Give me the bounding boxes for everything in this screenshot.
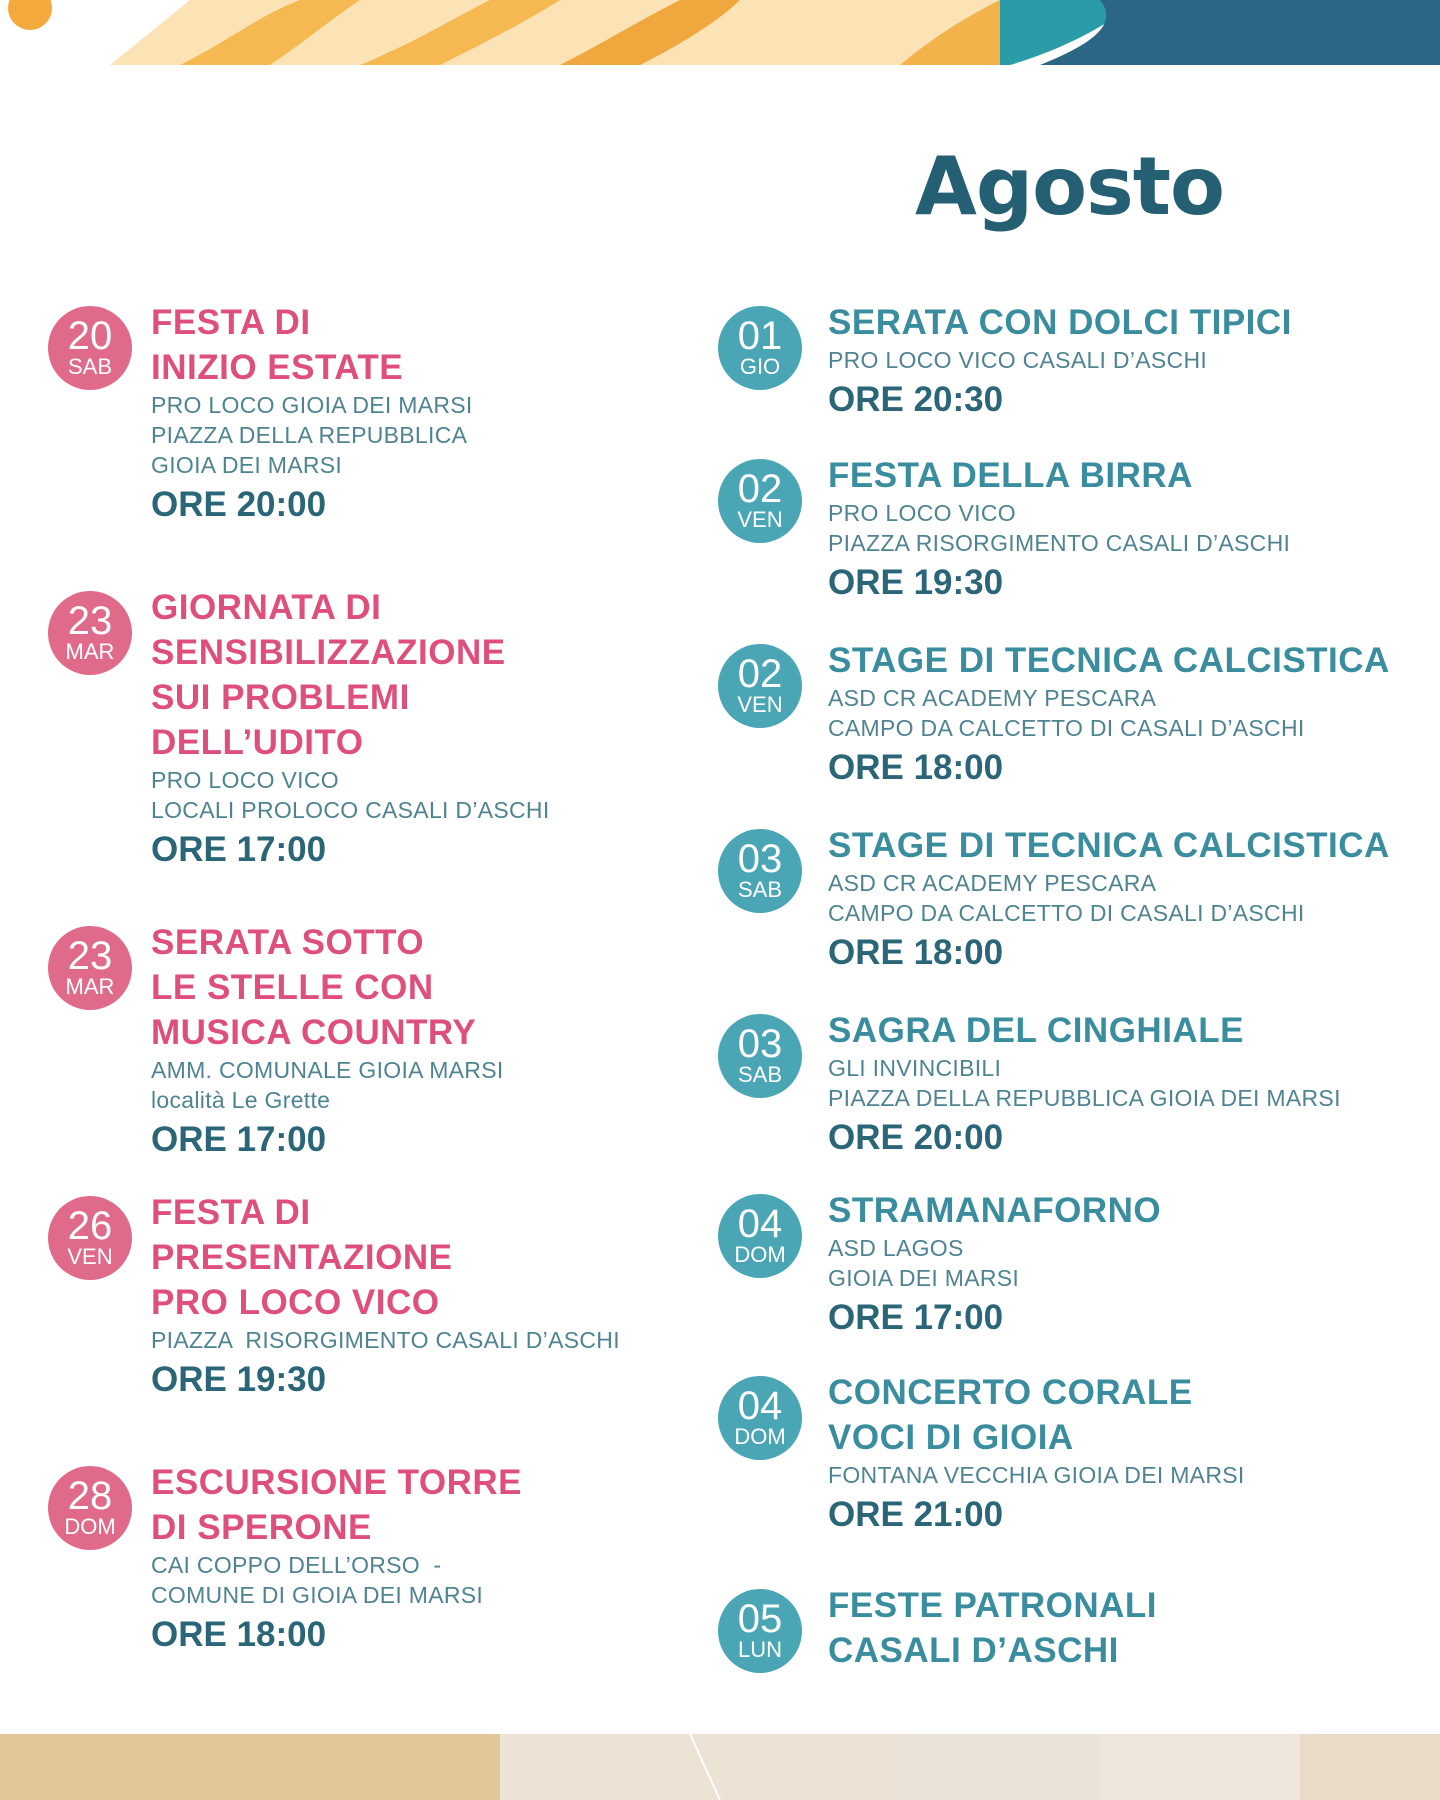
event-organizer-location: GLI INVINCIBILI bbox=[828, 1055, 1002, 1081]
event-organizer-location: LOCALI PROLOCO CASALI D’ASCHI bbox=[151, 797, 550, 823]
event-weekday: DOM bbox=[64, 1514, 116, 1539]
date-badge bbox=[48, 926, 132, 1010]
event-organizer-location: PIAZZA RISORGIMENTO CASALI D’ASCHI bbox=[151, 1327, 620, 1353]
event-day: 03 bbox=[737, 1022, 783, 1066]
event-title-line: SERATA CON DOLCI TIPICI bbox=[828, 303, 1292, 342]
event-title-line: SERATA SOTTO bbox=[151, 923, 425, 962]
event-time: ORE 18:00 bbox=[151, 1615, 327, 1654]
event-details bbox=[151, 1460, 691, 1658]
top-decorative-banner bbox=[0, 0, 1440, 65]
event-title-line: STAGE DI TECNICA CALCISTICA bbox=[828, 826, 1390, 865]
event-weekday: SAB bbox=[737, 1062, 783, 1087]
event-weekday: VEN bbox=[737, 507, 783, 532]
event-day: 20 bbox=[67, 314, 113, 358]
event-weekday: SAB bbox=[737, 877, 783, 902]
event-title-line: DI SPERONE bbox=[151, 1508, 372, 1547]
event-organizer-location: ASD CR ACADEMY PESCARA bbox=[828, 870, 1157, 896]
event-time: ORE 17:00 bbox=[151, 830, 327, 869]
event-title-line: PRO LOCO VICO bbox=[151, 1283, 440, 1322]
event-organizer-location: PIAZZA RISORGIMENTO CASALI D’ASCHI bbox=[828, 530, 1291, 556]
event-organizer-location: COMUNE DI GIOIA DEI MARSI bbox=[151, 1582, 484, 1608]
event-title-line: CONCERTO CORALE bbox=[828, 1373, 1193, 1412]
event-organizer-location: ASD LAGOS bbox=[828, 1235, 964, 1261]
event-time: ORE 20:00 bbox=[828, 1118, 1004, 1157]
event-day: 26 bbox=[67, 1204, 113, 1248]
event-title-line: FESTA DI bbox=[151, 303, 311, 342]
event-organizer-location: GIOIA DEI MARSI bbox=[828, 1265, 1020, 1291]
date-badge bbox=[718, 459, 802, 543]
event-title-line: INIZIO ESTATE bbox=[151, 348, 404, 387]
date-badge bbox=[48, 306, 132, 390]
event-organizer-location: PRO LOCO VICO bbox=[828, 500, 1016, 526]
event-day: 04 bbox=[737, 1384, 783, 1428]
event-organizer-location: PIAZZA DELLA REPUBBLICA GIOIA DEI MARSI bbox=[828, 1085, 1341, 1111]
event-time: ORE 20:30 bbox=[828, 380, 1004, 419]
event-details bbox=[151, 585, 691, 873]
event-time: ORE 17:00 bbox=[828, 1298, 1004, 1337]
event-title-line: SAGRA DEL CINGHIALE bbox=[828, 1011, 1244, 1050]
event-weekday: MAR bbox=[65, 639, 115, 664]
event-title-line: FESTE PATRONALI bbox=[828, 1586, 1157, 1625]
event-organizer-location: località Le Grette bbox=[151, 1087, 331, 1113]
event-organizer-location: PRO LOCO GIOIA DEI MARSI bbox=[151, 392, 473, 418]
event-title-line: SUI PROBLEMI bbox=[151, 678, 410, 717]
event-weekday: VEN bbox=[67, 1244, 113, 1269]
event-details bbox=[828, 300, 1428, 423]
event-title-line: SENSIBILIZZAZIONE bbox=[151, 633, 506, 672]
date-badge bbox=[48, 1466, 132, 1550]
event-title-line: CASALI D’ASCHI bbox=[828, 1631, 1119, 1670]
event-title-line: LE STELLE CON bbox=[151, 968, 434, 1007]
event-organizer-location: CAMPO DA CALCETTO DI CASALI D’ASCHI bbox=[828, 900, 1305, 926]
date-badge bbox=[48, 1196, 132, 1280]
event-organizer-location: PIAZZA DELLA REPUBBLICA bbox=[151, 422, 468, 448]
event-title-line: PRESENTAZIONE bbox=[151, 1238, 453, 1277]
event-details bbox=[151, 1190, 691, 1403]
event-day: 02 bbox=[737, 652, 783, 696]
event-time: ORE 19:30 bbox=[828, 563, 1004, 602]
event-time: ORE 20:00 bbox=[151, 485, 327, 524]
event-title-line: VOCI DI GIOIA bbox=[828, 1418, 1074, 1457]
event-organizer-location: FONTANA VECCHIA GIOIA DEI MARSI bbox=[828, 1462, 1245, 1488]
date-badge bbox=[718, 644, 802, 728]
event-title-line: STRAMANAFORNO bbox=[828, 1191, 1162, 1230]
event-title-line: FESTA DELLA BIRRA bbox=[828, 456, 1193, 495]
event-day: 05 bbox=[737, 1597, 783, 1641]
event-day: 04 bbox=[737, 1202, 783, 1246]
event-details bbox=[828, 638, 1428, 791]
event-details bbox=[828, 823, 1428, 976]
event-organizer-location: ASD CR ACADEMY PESCARA bbox=[828, 685, 1157, 711]
month-title: Agosto bbox=[915, 140, 1224, 233]
event-details bbox=[151, 920, 691, 1163]
event-organizer-location: CAMPO DA CALCETTO DI CASALI D’ASCHI bbox=[828, 715, 1305, 741]
event-time: ORE 17:00 bbox=[151, 1120, 327, 1159]
date-badge bbox=[718, 1589, 802, 1673]
date-badge bbox=[718, 306, 802, 390]
date-badge bbox=[718, 829, 802, 913]
event-organizer-location: AMM. COMUNALE GIOIA MARSI bbox=[151, 1057, 504, 1083]
event-details bbox=[828, 1008, 1428, 1161]
date-badge bbox=[718, 1376, 802, 1460]
event-day: 23 bbox=[67, 934, 113, 978]
event-weekday: DOM bbox=[734, 1242, 786, 1267]
event-title-line: DELL’UDITO bbox=[151, 723, 364, 762]
event-organizer-location: PRO LOCO VICO CASALI D’ASCHI bbox=[828, 347, 1208, 373]
event-organizer-location: CAI COPPO DELL’ORSO - bbox=[151, 1552, 442, 1578]
event-weekday: GIO bbox=[739, 354, 781, 379]
event-title-line: FESTA DI bbox=[151, 1193, 311, 1232]
event-details bbox=[151, 300, 691, 528]
date-badge bbox=[48, 591, 132, 675]
event-details bbox=[828, 1370, 1428, 1538]
event-details bbox=[828, 1583, 1428, 1673]
event-title-line: STAGE DI TECNICA CALCISTICA bbox=[828, 641, 1390, 680]
event-day: 28 bbox=[67, 1474, 113, 1518]
bottom-decorative-banner bbox=[0, 1734, 1440, 1800]
event-time: ORE 18:00 bbox=[828, 748, 1004, 787]
event-day: 01 bbox=[737, 314, 783, 358]
event-weekday: VEN bbox=[737, 692, 783, 717]
date-badge bbox=[718, 1014, 802, 1098]
event-weekday: SAB bbox=[67, 354, 113, 379]
date-badge bbox=[718, 1194, 802, 1278]
event-time: ORE 18:00 bbox=[828, 933, 1004, 972]
event-weekday: LUN bbox=[737, 1637, 782, 1662]
event-time: ORE 19:30 bbox=[151, 1360, 327, 1399]
event-weekday: DOM bbox=[734, 1424, 786, 1449]
event-weekday: MAR bbox=[65, 974, 115, 999]
event-day: 03 bbox=[737, 837, 783, 881]
event-organizer-location: GIOIA DEI MARSI bbox=[151, 452, 343, 478]
event-details bbox=[828, 1188, 1428, 1341]
event-title-line: MUSICA COUNTRY bbox=[151, 1013, 477, 1052]
event-title-line: ESCURSIONE TORRE bbox=[151, 1463, 523, 1502]
event-details bbox=[828, 453, 1428, 606]
event-title-line: GIORNATA DI bbox=[151, 588, 382, 627]
event-organizer-location: PRO LOCO VICO bbox=[151, 767, 339, 793]
event-day: 23 bbox=[67, 599, 113, 643]
event-day: 02 bbox=[737, 467, 783, 511]
event-time: ORE 21:00 bbox=[828, 1495, 1004, 1534]
